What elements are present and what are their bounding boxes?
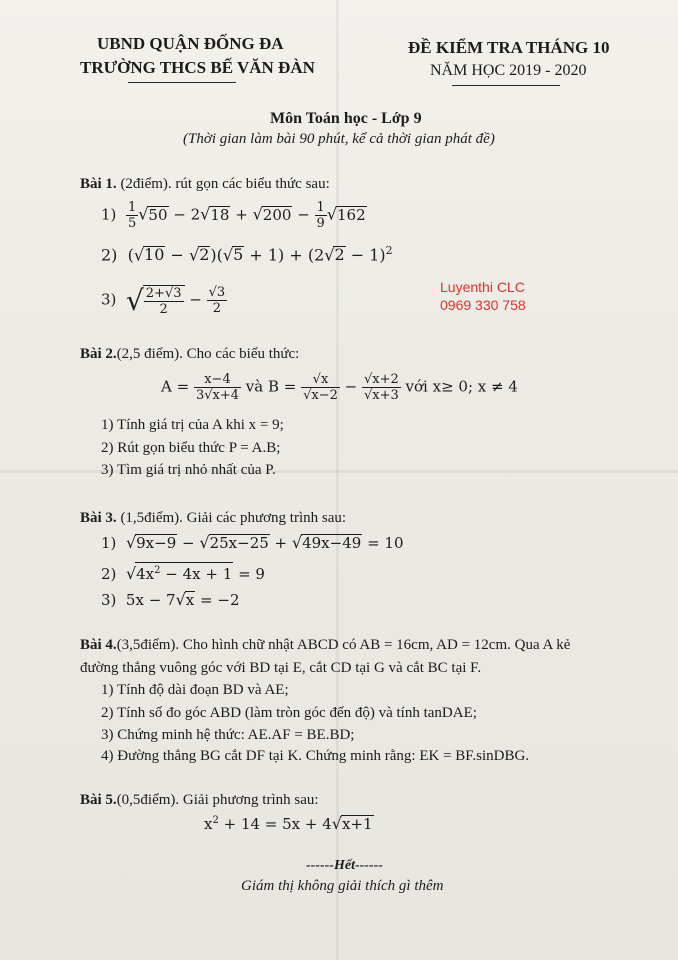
- school-year: NĂM HỌC 2019 - 2020: [430, 62, 587, 79]
- problem-2-text: (2,5 điểm). Cho các biểu thức:: [116, 346, 300, 362]
- stamp-phone: 0969 330 758: [440, 297, 526, 313]
- problem-5-title: Bài 5.: [80, 792, 117, 808]
- problem-5-equation: $x^2 + 14 = 5x + 4√x+1$: [204, 814, 373, 833]
- header-underline: [128, 82, 236, 83]
- problem-4-item: 2) Tính số đo góc ABD (làm tròn góc đến độ) và tính tanDAE;: [101, 705, 477, 721]
- problem-5-heading: [80, 792, 319, 809]
- problem-1-text: (2điểm). rút gọn các biểu thức sau:: [116, 176, 330, 192]
- problem-4-heading: [80, 637, 570, 654]
- header-underline: [452, 85, 560, 86]
- problem-4-item: 3) Chứng minh hệ thức: AE.AF = BE.BD;: [101, 727, 355, 743]
- problem-1-title: Bài 1.: [80, 176, 117, 192]
- problem-3-heading: [80, 510, 346, 527]
- problem-2-title: Bài 2.: [80, 346, 117, 362]
- time-note: (Thời gian làm bài 90 phút, kể cả thời gian phát đề): [183, 131, 495, 147]
- problem-2-expressions: A = $\frac{x-4}{3√x+4}$ và B = $\frac{√x}{√x-2}$ − $\frac{√x+2}{√x+3}$ với x≥ 0; x ≠ 4: [161, 372, 518, 403]
- watermark-stamp: [440, 278, 526, 314]
- exam-title: ĐỀ KIỂM TRA THÁNG 10: [408, 38, 610, 57]
- stamp-name: Luyenthi CLC: [440, 279, 525, 295]
- problem-1-heading: [80, 176, 330, 193]
- problem-3-eq-2: 2) $√4x^2 - 4x + 1 = 9$: [101, 564, 265, 583]
- problem-5-text: (0,5điểm). Giải phương trình sau:: [116, 792, 319, 808]
- problem-3-title: Bài 3.: [80, 510, 117, 526]
- end-marker: ------Hết------: [306, 858, 383, 873]
- problem-2-item: 2) Rút gọn biểu thức P = A.B;: [101, 440, 281, 456]
- problem-3-eq-1: 1) √9x−9 − √25x−25 + √49x−49 = 10: [101, 533, 404, 552]
- problem-2-item: 3) Tìm giá trị nhỏ nhất của P.: [101, 462, 276, 478]
- problem-2-item: 1) Tính giá trị của A khi x = 9;: [101, 417, 284, 433]
- subject-title: Môn Toán học - Lớp 9: [270, 110, 422, 127]
- problem-4-text: (3,5điểm). Cho hình chữ nhật ABCD có AB = 16cm, AD = 12cm. Qua A kẻ: [116, 637, 571, 653]
- problem-2-condition: với x≥ 0; x ≠ 4: [405, 377, 518, 396]
- problem-3-text: (1,5điểm). Giải các phương trình sau:: [116, 510, 347, 526]
- problem-1-expr-3: 3) √ $\frac{2+√3}{2}$ − $\frac{√3}{2}$: [101, 284, 226, 317]
- problem-4-item: 4) Đường thẳng BG cắt DF tại K. Chứng minh rằng: EK = BF.sinDBG.: [101, 748, 530, 764]
- problem-3-eq-3: 3) 5x − 7√x = −2: [101, 590, 240, 609]
- problem-4-title: Bài 4.: [80, 637, 117, 653]
- proctor-note: Giám thị không giải thích gì thêm: [241, 878, 444, 894]
- school-name: TRƯỜNG THCS BẾ VĂN ĐÀN: [80, 58, 315, 77]
- problem-1-expr-1: 1) $\frac{1}{5}$ √50 − 2√18 + √200 − $\frac{1}{9}$ √162: [101, 200, 366, 231]
- problem-2-heading: [80, 346, 299, 363]
- problem-1-expr-2: 2) $(√10 - √2)(√5 + 1) + (2√2 - 1)^2$: [101, 244, 393, 265]
- problem-4-item: 1) Tính độ dài đoạn BD và AE;: [101, 682, 289, 698]
- school-district: UBND QUẬN ĐỐNG ĐA: [97, 34, 284, 53]
- problem-4-text-2: đường thẳng vuông góc với BD tại E, cắt CD tại G và cắt BC tại F.: [80, 660, 482, 676]
